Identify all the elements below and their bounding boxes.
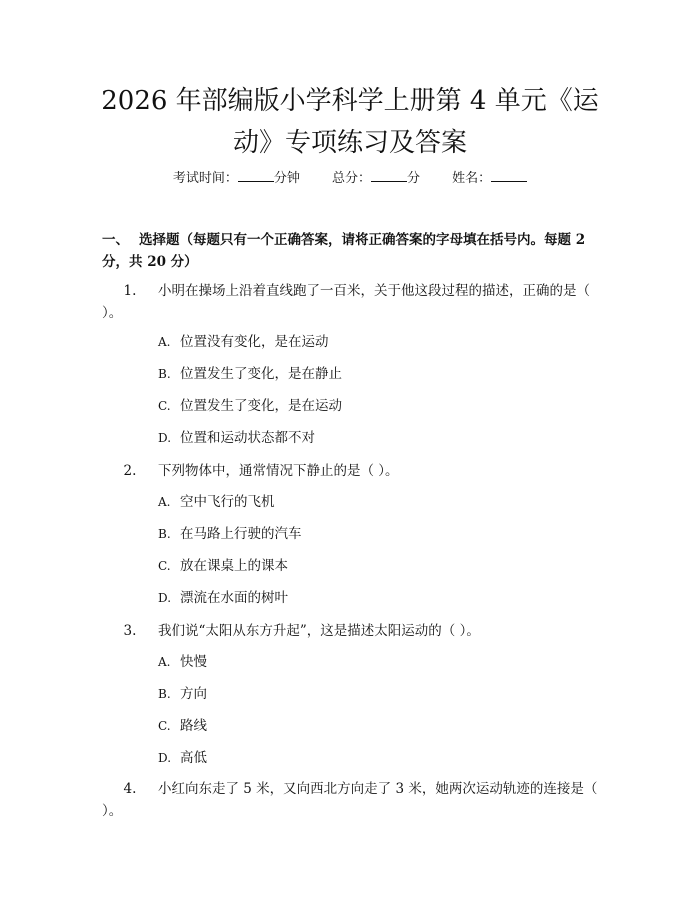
- option-text: 路线: [180, 718, 207, 734]
- option-2d: [158, 588, 598, 608]
- question-number: 2.: [123, 463, 137, 479]
- question-text: 小明在操场上沿着直线跑了一百米，关于他这段过程的描述，正确的是（ ）。: [102, 283, 590, 321]
- question-4: [102, 778, 602, 822]
- section-number: 一、: [102, 232, 129, 248]
- option-text: 高低: [180, 750, 207, 766]
- time-unit: 分钟: [273, 171, 300, 186]
- option-text: 位置发生了变化，是在静止: [180, 366, 342, 382]
- question-number: 3.: [123, 623, 137, 639]
- option-2a: [158, 492, 598, 512]
- option-text: 位置没有变化，是在运动: [180, 334, 329, 350]
- option-3a: [158, 652, 598, 672]
- option-1b: [158, 364, 598, 384]
- question-number: 1.: [123, 283, 137, 299]
- option-3c: [158, 716, 598, 736]
- question-text: 小红向东走了 5 米，又向西北方向走了 3 米，她两次运动轨迹的连接是（ ）。: [102, 781, 598, 819]
- question-3: [102, 620, 602, 642]
- option-text: 方向: [180, 686, 207, 702]
- time-label: 考试时间：: [172, 171, 238, 186]
- title-line-2: 动》专项练习及答案: [232, 128, 467, 158]
- time-blank[interactable]: [238, 169, 274, 182]
- option-text: 空中飞行的飞机: [180, 494, 275, 510]
- option-letter: A.: [158, 335, 171, 349]
- option-letter: B.: [158, 527, 171, 541]
- name-label: 姓名：: [452, 171, 492, 186]
- option-letter: B.: [158, 687, 171, 701]
- question-number: 4.: [123, 781, 137, 797]
- question-text: 下列物体中，通常情况下静止的是（ ）。: [158, 463, 399, 479]
- title-line-1: 2026 年部编版小学科学上册第 4 单元《运: [101, 86, 599, 116]
- option-letter: D.: [158, 751, 172, 765]
- question-text: 我们说“太阳从东方升起”，这是描述太阳运动的（ ）。: [158, 623, 480, 639]
- score-unit: 分: [407, 171, 421, 186]
- page-title: [60, 80, 640, 164]
- option-letter: C.: [158, 399, 171, 413]
- option-text: 在马路上行驶的汽车: [180, 526, 302, 542]
- option-letter: A.: [158, 495, 171, 509]
- option-1a: [158, 332, 598, 352]
- question-2: [102, 460, 602, 482]
- option-text: 快慢: [180, 654, 207, 670]
- option-2c: [158, 556, 598, 576]
- option-3b: [158, 684, 598, 704]
- name-blank[interactable]: [491, 169, 527, 182]
- option-letter: C.: [158, 559, 171, 573]
- option-text: 位置发生了变化，是在运动: [180, 398, 342, 414]
- option-letter: D.: [158, 591, 172, 605]
- option-text: 放在课桌上的课本: [180, 558, 288, 574]
- option-text: 漂流在水面的树叶: [180, 590, 288, 606]
- option-letter: D.: [158, 431, 172, 445]
- exam-info: [0, 169, 700, 188]
- option-1d: [158, 428, 598, 448]
- question-1: [102, 280, 602, 324]
- score-blank[interactable]: [371, 169, 407, 182]
- score-label: 总分：: [331, 171, 371, 186]
- section-heading: [102, 229, 602, 273]
- section-text: 选择题（每题只有一个正确答案，请将正确答案的字母填在括号内。每题 2 分，共 20 分）: [102, 232, 586, 270]
- option-2b: [158, 524, 598, 544]
- option-text: 位置和运动状态都不对: [180, 430, 315, 446]
- option-letter: B.: [158, 367, 171, 381]
- option-3d: [158, 748, 598, 768]
- option-letter: C.: [158, 719, 171, 733]
- option-1c: [158, 396, 598, 416]
- option-letter: A.: [158, 655, 171, 669]
